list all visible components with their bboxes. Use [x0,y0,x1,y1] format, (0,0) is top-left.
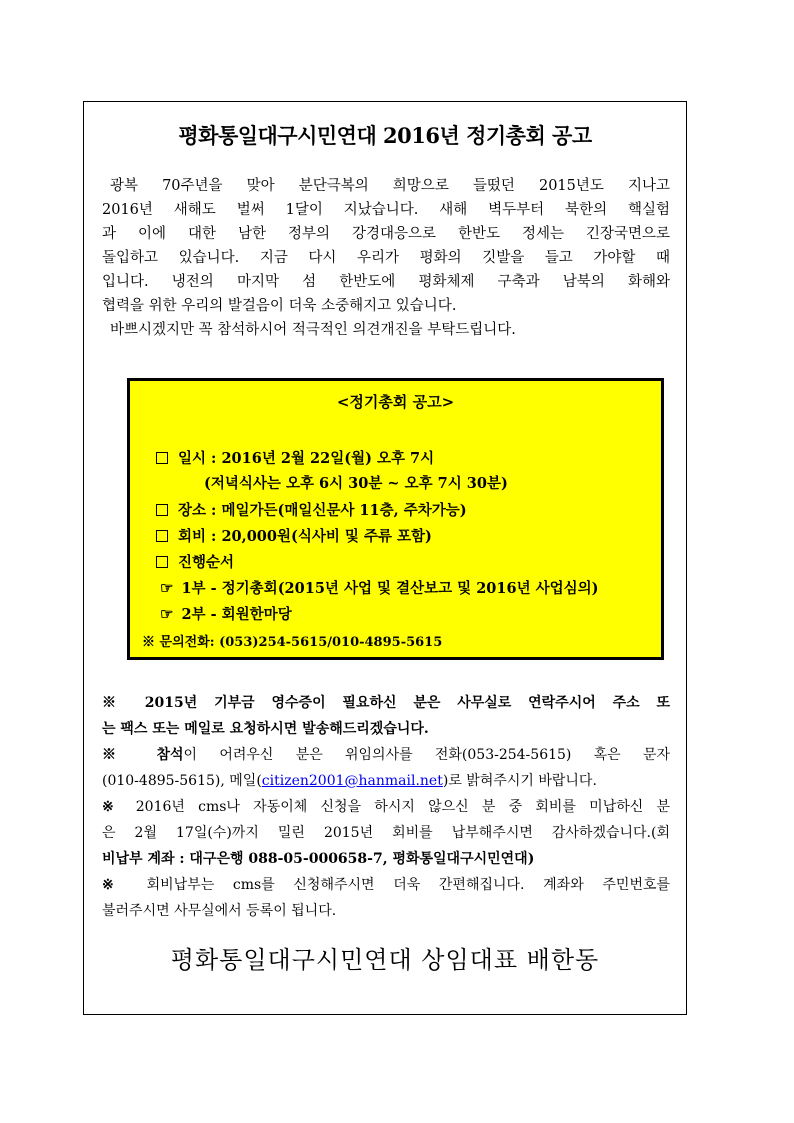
pointing-hand-icon: ☞ [160,605,174,623]
intro-line: 돌입하고 있습니다. 지금 다시 우리가 평화의 깃발을 들고 가야할 때 [102,250,670,266]
place-text: 장소 : 메일가든(매일신문사 11층, 주차가능) [178,502,467,519]
intro-line: 바쁘시겠지만 꼭 참석하시어 적극적인 의견개진을 부탁드립니다. [110,322,516,338]
order-item [156,551,234,572]
note-line: 은 2월 17일(수)까지 밀린 2015년 회비를 납부해주시면 감사하겠습니다.(회 [102,825,670,841]
part2-text: 2부 - 회원한마당 [181,606,292,623]
intro-line: 입니다. 냉전의 마지막 섬 한반도에 평화체제 구축과 남북의 화해와 [102,274,670,290]
note-line: 불러주시면 사무실에서 등록이 됩니다. [102,903,337,919]
contact-phone: ※ 문의전화: (053)254-5615/010-4895-5615 [142,635,443,650]
part1-text: 1부 - 정기총회(2015년 사업 및 결산보고 및 2016년 사업심의) [181,580,599,597]
intro-line: 협력을 위한 우리의 발걸음이 더욱 소중해지고 있습니다. [102,298,457,314]
note-line [102,742,670,768]
note-text: 이 어려우신 분은 위임의사를 전화(053-254-5615) 혹은 문자 [183,747,670,763]
note-line [102,794,670,820]
note-mark: ※ [102,799,123,815]
place-item [156,499,467,520]
notice-frame [83,101,687,1015]
signature: 평화통일대구시민연대 상임대표 배한동 [170,946,600,974]
intro-line: 과 이에 대한 남한 정부의 강경대응으로 한반도 정세는 긴장국면으로 [102,226,670,242]
note-text: 2016년 cms나 자동이체 신청을 하시지 않으신 분 중 회비를 미납하신 분 [135,799,671,815]
notes-section [102,690,670,924]
note-text: (010-4895-5615), 메일( [102,773,262,789]
pointing-hand-icon: ☞ [160,579,174,597]
note-line: 는 팩스 또는 메일로 요청하시면 발송해드리겠습니다. [102,721,429,737]
notice-heading: <정기총회 공고> [336,393,455,411]
note-text: )로 밝혀주시기 바랍니다. [442,773,597,789]
date-text: 일시 : 2016년 2월 22일(월) 오후 7시 [178,450,435,467]
note-line [102,872,670,898]
intro-paragraph [102,174,670,342]
checkbox-icon [156,530,168,542]
dinner-item: (저녁식사는 오후 6시 30분 ~ 오후 7시 30분) [204,475,508,492]
fee-item [156,525,432,546]
fee-text: 회비 : 20,000원(식사비 및 주류 포함) [178,528,432,545]
email-link[interactable]: citizen2001@hanmail.net [261,773,443,789]
note-mark: ※ 참석 [102,747,184,763]
checkbox-icon [156,452,168,464]
checkbox-icon [156,504,168,516]
date-item [156,447,434,468]
checkbox-icon [156,556,168,568]
note-line: ※ 2015년 기부금 영수증이 필요하신 분은 사무실로 연락주시어 주소 또 [102,695,670,711]
note-text: 회비납부는 cms를 신청해주시면 더욱 간편해집니다. 계좌와 주민번호를 [146,877,671,893]
intro-line: 광복 70주년을 맞아 분단극복의 희망으로 들떴던 2015년도 지나고 [110,178,670,194]
meeting-notice-box [127,378,664,660]
part2-item [160,603,292,624]
note-line [102,768,670,794]
intro-line: 2016년 새해도 벌써 1달이 지났습니다. 새해 벽두부터 북한의 핵실험 [102,202,670,218]
part1-item [160,577,599,598]
note-line: 비납부 계좌 : 대구은행 088-05-000658-7, 평화통일대구시민연대) [102,851,535,867]
page-title: 평화통일대구시민연대 2016년 정기총회 공고 [178,123,592,148]
note-mark: ※ [102,877,128,893]
order-text: 진행순서 [178,554,235,571]
